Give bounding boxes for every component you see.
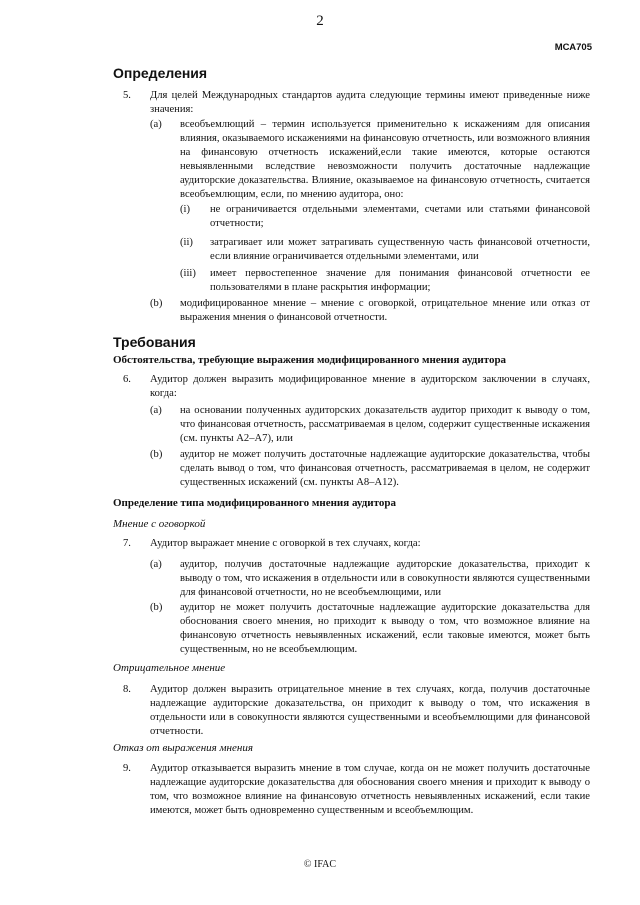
paragraph-9-text: Аудитор отказывается выразить мнение в том случае, когда он не может получить достаточные надлежащие аудиторские доказательства для обоснования своего мнения и приходит к выводу о том, что возможное влияние на финансовую отчетность невыявленных искажений, если такие имеются, может быть одновременно существенным и всеобъемлющим. (150, 763, 590, 816)
item-label: (a) (150, 405, 162, 416)
paragraph-6-text: Аудитор должен выразить модифицированное мнение в аудиторском заключении в случаях, когда: (150, 374, 590, 399)
subitem-label: (ii) (180, 237, 193, 248)
paragraph-6b-text: аудитор не может получить достаточные надлежащие аудиторские доказательства, чтобы сделать вывод о том, что финансовая отчетность, рассматриваемая в целом, не содержит существенных искажений (см. пункты А8–А12). (180, 449, 590, 488)
item-label: (b) (150, 602, 163, 613)
subitem-label: (i) (180, 204, 190, 215)
subitem-ii-text: затрагивает или может затрагивать существенную часть финансовой отчетности, если влияние ограничивается отдельными элементами, или (210, 237, 590, 262)
footer-copyright: © IFAC (303, 859, 337, 870)
paragraph-6a-text: на основании полученных аудиторских доказательств аудитор приходит к выводу о том, что финансовая отчетность, рассматриваемая в целом, содержит существенные искажения (см. пункты А2–А7), или (180, 405, 590, 444)
section-title-requirements: Требования (113, 334, 196, 350)
subitem-i-text: не ограничивается отдельными элементами, счетами или статьями финансовой отчетности; (210, 204, 590, 229)
paragraph-number-8: 8. (123, 684, 131, 695)
section-title-definitions: Определения (113, 65, 208, 81)
page-number: 2 (316, 13, 324, 29)
definition-modified-opinion-text: модифицированное мнение – мнение с оговоркой, отрицательное мнение или отказ от выражения мнения о финансовой отчетности. (180, 298, 590, 323)
paragraph-number-9: 9. (123, 763, 131, 774)
paragraph-number-6: 6. (123, 374, 131, 385)
paragraph-7b-text: аудитор не может получить достаточные надлежащие аудиторские доказательства для обоснования своего мнения, но приходит к выводу о том, что возможное влияние на финансовую отчетность невыявленных искажений, если таковые имеются, может быть существенным, но не всеобъемлющим. (180, 602, 590, 655)
subheading-adverse-opinion: Отрицательное мнение (113, 662, 226, 674)
paragraph-7-text: Аудитор выражает мнение с оговоркой в тех случаях, когда: (150, 538, 421, 549)
subheading-qualified-opinion: Мнение с оговоркой (113, 518, 206, 530)
document-code: МСА705 (554, 42, 592, 53)
item-label: (b) (150, 298, 163, 309)
paragraph-7a-text: аудитор, получив достаточные надлежащие аудиторские доказательства, приходит к выводу о том, что искажения в отдельности или в совокупности являются существенными для финансовой отчетности, но не всеобъемлющими, или (180, 559, 590, 598)
item-label: (b) (150, 449, 163, 460)
subitem-iii-text: имеет первостепенное значение для понимания финансовой отчетности ее пользователями в плане раскрытия информации; (210, 268, 590, 293)
paragraph-number-7: 7. (123, 538, 131, 549)
subsection-title-opinion-type: Определение типа модифицированного мнения аудитора (113, 497, 396, 509)
definition-pervasive-text: всеобъемлющий – термин используется применительно к искажениям для описания влияния, оказываемого искажениями на финансовую отчетность, или возможного влияния на финансовую отчетность искажений,если такие имеются, которые остаются невыявленными вследствие невозможности получить достаточные надлежащие аудиторские доказательства. Влияние, оказываемое на финансовую отчетность, считается всеобъемлющим, если, по мнению аудитора, оно: (180, 119, 590, 200)
subheading-disclaimer-of-opinion: Отказ от выражения мнения (113, 742, 253, 754)
paragraph-8-text: Аудитор должен выразить отрицательное мнение в тех случаях, когда, получив достаточные надлежащие аудиторские доказательства, он приходит к выводу о том, что искажения в отдельности или в совокупности являются существенными и всеобъемлющими для финансовой отчетности. (150, 684, 590, 737)
subitem-label: (iii) (180, 268, 196, 279)
item-label: (a) (150, 119, 162, 130)
item-label: (a) (150, 559, 162, 570)
paragraph-number-5: 5. (123, 90, 131, 101)
subsection-title-circumstances: Обстоятельства, требующие выражения модифицированного мнения аудитора (113, 354, 507, 366)
paragraph-5-text: Для целей Международных стандартов аудита следующие термины имеют приведенные ниже значения: (150, 90, 590, 115)
